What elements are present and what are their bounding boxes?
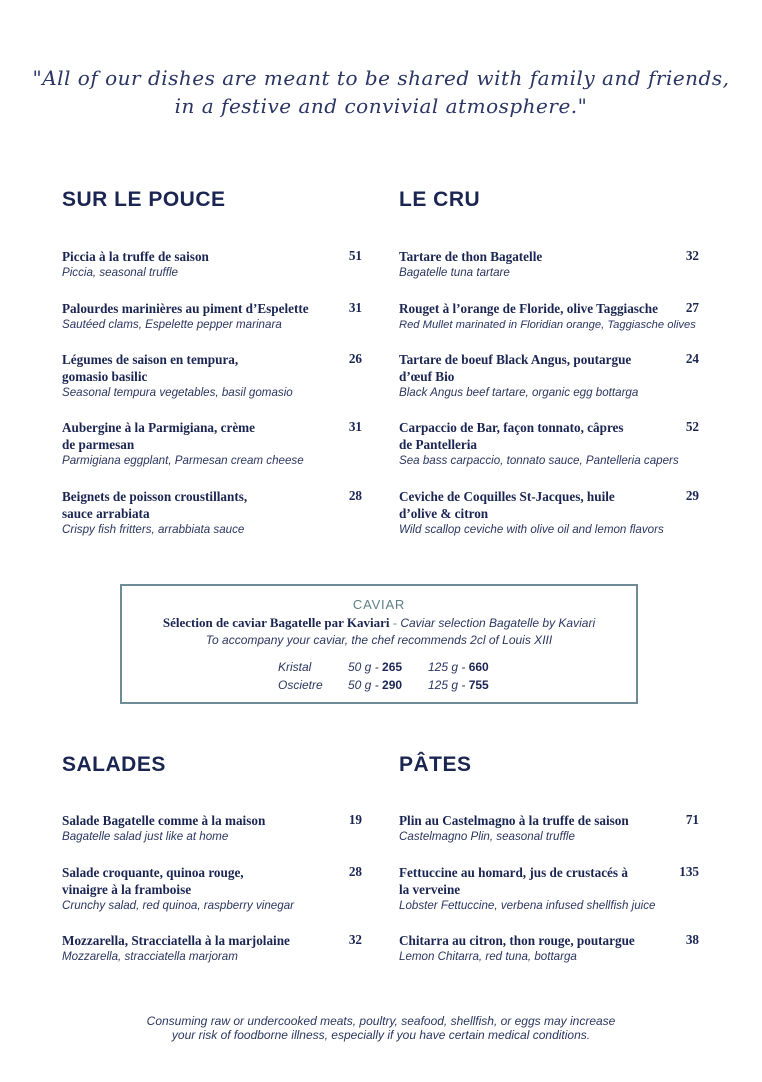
item-price: 26 bbox=[348, 351, 362, 366]
caviar-price: 265 bbox=[382, 660, 403, 674]
menu-item bbox=[399, 419, 699, 469]
section-sur-le-pouce bbox=[62, 188, 362, 536]
caviar-price: 660 bbox=[468, 660, 489, 674]
item-name: Palourdes marinières au piment d’Espelette bbox=[62, 301, 309, 316]
item-description: Black Angus beef tartare, organic egg bottarga bbox=[399, 386, 639, 399]
item-name: Ceviche de Coquilles St-Jacques, huile d’olive & citron bbox=[399, 489, 615, 521]
caviar-price-small bbox=[348, 660, 402, 674]
item-description: Bagatelle tuna tartare bbox=[399, 266, 510, 279]
item-name: Plin au Castelmagno à la truffe de saison bbox=[399, 813, 629, 828]
item-price: 31 bbox=[348, 300, 362, 315]
section-title: PÂTES bbox=[399, 753, 472, 776]
menu-item bbox=[399, 351, 699, 401]
item-name: Piccia à la truffe de saison bbox=[62, 249, 209, 264]
item-price: 71 bbox=[685, 812, 699, 827]
caviar-price-small bbox=[348, 678, 402, 692]
intro-quote bbox=[30, 64, 732, 120]
quote-line-1: "All of our dishes are meant to be shared with family and friends, bbox=[32, 66, 730, 90]
section-title: LE CRU bbox=[399, 188, 481, 211]
caviar-box bbox=[120, 584, 638, 704]
menu-item bbox=[399, 488, 699, 538]
item-description: Lobster Fettuccine, verbena infused shellfish juice bbox=[399, 899, 656, 912]
item-description: Red Mullet marinated in Floridian orange, Taggiasche olives bbox=[399, 319, 696, 331]
item-name: Salade Bagatelle comme à la maison bbox=[62, 813, 266, 828]
item-name: Légumes de saison en tempura, gomasio basilic bbox=[62, 352, 239, 384]
menu-item bbox=[399, 248, 699, 281]
item-price: 135 bbox=[679, 864, 699, 879]
caviar-price-large bbox=[428, 678, 489, 692]
section-le-cru bbox=[399, 188, 699, 536]
item-price: 31 bbox=[348, 419, 362, 434]
item-name: Beignets de poisson croustillants, sauce arrabiata bbox=[62, 489, 248, 521]
item-description: Crunchy salad, red quinoa, raspberry vinegar bbox=[62, 899, 294, 912]
item-name: Aubergine à la Parmigiana, crème de parmesan bbox=[62, 420, 256, 452]
menu-item bbox=[399, 812, 699, 845]
item-price: 32 bbox=[348, 932, 362, 947]
caviar-price: 290 bbox=[382, 678, 403, 692]
caviar-name: Oscietre bbox=[278, 678, 323, 692]
item-description: Bagatelle salad just like at home bbox=[62, 830, 229, 843]
disclaimer-line-1: Consuming raw or undercooked meats, poultry, seafood, shellfish, or eggs may increase bbox=[146, 1014, 616, 1028]
item-description: Sautéed clams, Espelette pepper marinara bbox=[62, 318, 282, 331]
item-name: Tartare de boeuf Black Angus, poutargue d’œuf Bio bbox=[399, 352, 632, 384]
item-description: Seasonal tempura vegetables, basil gomasio bbox=[62, 386, 293, 399]
caviar-prices bbox=[278, 660, 538, 696]
section-pates bbox=[399, 753, 699, 963]
section-salades bbox=[62, 753, 362, 963]
item-name: Fettuccine au homard, jus de crustacés à la verveine bbox=[399, 865, 628, 897]
item-description: Wild scallop ceviche with olive oil and lemon flavors bbox=[399, 523, 664, 536]
menu-item bbox=[399, 864, 699, 914]
menu-item bbox=[62, 248, 362, 281]
caviar-note: To accompany your caviar, the chef recommends 2cl of Louis XIII bbox=[205, 633, 553, 647]
menu-item bbox=[62, 812, 362, 845]
item-price: 52 bbox=[685, 419, 699, 434]
item-price: 19 bbox=[348, 812, 362, 827]
item-name: Carpaccio de Bar, façon tonnato, câpres de Pantelleria bbox=[399, 420, 624, 452]
menu-item bbox=[62, 351, 362, 401]
caviar-selection-en: Caviar selection Bagatelle by Kaviari bbox=[400, 616, 596, 630]
caviar-selection-fr: Sélection de caviar Bagatelle par Kaviari bbox=[162, 615, 390, 630]
caviar-name: Kristal bbox=[278, 660, 312, 674]
item-description: Piccia, seasonal truffle bbox=[62, 266, 178, 279]
item-price: 51 bbox=[348, 248, 362, 263]
caviar-row bbox=[278, 678, 538, 696]
item-name: Salade croquante, quinoa rouge, vinaigre à la framboise bbox=[62, 865, 244, 897]
item-description: Sea bass carpaccio, tonnato sauce, Pantelleria capers bbox=[399, 454, 679, 467]
item-price: 28 bbox=[348, 864, 362, 879]
item-description: Parmigiana eggplant, Parmesan cream cheese bbox=[62, 454, 304, 467]
menu-item bbox=[62, 419, 362, 469]
item-name: Rouget à l’orange de Floride, olive Taggiasche bbox=[399, 301, 658, 316]
item-price: 28 bbox=[348, 488, 362, 503]
menu-item bbox=[62, 864, 362, 914]
item-price: 38 bbox=[685, 932, 699, 947]
section-title: SALADES bbox=[62, 753, 166, 776]
caviar-weight: 125 g - bbox=[428, 678, 466, 692]
item-description: Castelmagno Plin, seasonal truffle bbox=[399, 830, 575, 843]
quote-line-2: in a festive and convivial atmosphere." bbox=[174, 94, 588, 118]
caviar-separator: - bbox=[392, 615, 398, 630]
caviar-price-large bbox=[428, 660, 489, 674]
item-description: Crispy fish fritters, arrabbiata sauce bbox=[62, 523, 245, 536]
caviar-selection bbox=[122, 614, 636, 632]
item-description: Mozzarella, stracciatella marjoram bbox=[62, 950, 238, 963]
menu-item bbox=[399, 932, 699, 965]
caviar-weight: 50 g - bbox=[348, 660, 379, 674]
item-name: Mozzarella, Stracciatella à la marjolaine bbox=[62, 933, 290, 948]
item-price: 24 bbox=[685, 351, 699, 366]
menu-item bbox=[62, 300, 362, 333]
item-description: Lemon Chitarra, red tuna, bottarga bbox=[399, 950, 577, 963]
item-price: 29 bbox=[685, 488, 699, 503]
menu-item bbox=[62, 488, 362, 538]
caviar-row bbox=[278, 660, 538, 678]
item-name: Tartare de thon Bagatelle bbox=[399, 249, 543, 264]
caviar-price: 755 bbox=[468, 678, 489, 692]
menu-item bbox=[62, 932, 362, 965]
item-price: 27 bbox=[685, 300, 699, 315]
disclaimer-line-2: your risk of foodborne illness, especially if you have certain medical conditions. bbox=[171, 1028, 591, 1042]
caviar-title: CAVIAR bbox=[352, 597, 406, 612]
caviar-weight: 125 g - bbox=[428, 660, 466, 674]
item-price: 32 bbox=[685, 248, 699, 263]
menu-item bbox=[399, 300, 699, 333]
section-title: SUR LE POUCE bbox=[62, 188, 226, 211]
health-disclaimer bbox=[80, 1014, 682, 1042]
caviar-weight: 50 g - bbox=[348, 678, 379, 692]
item-name: Chitarra au citron, thon rouge, poutargue bbox=[399, 933, 635, 948]
